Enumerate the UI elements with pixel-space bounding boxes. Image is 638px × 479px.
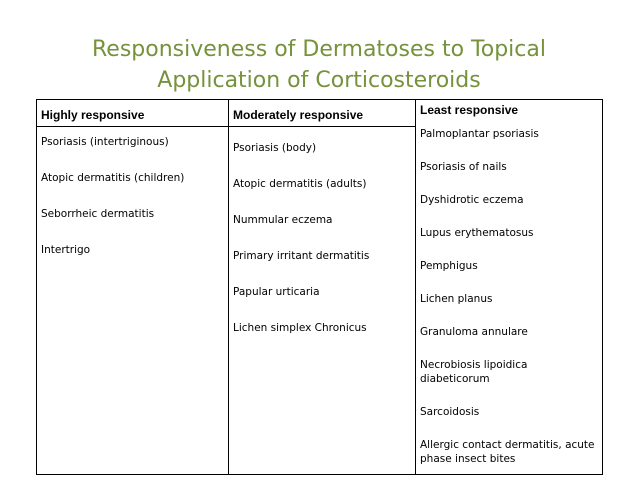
list-item: Psoriasis (intertriginous) [41,136,169,148]
list-item: Psoriasis of nails [420,160,507,173]
list-item: Seborrheic dermatitis [41,208,155,220]
list-item: Atopic dermatitis (adults) [233,178,367,190]
list-item: Papular urticaria [233,286,320,298]
table-row [37,127,603,475]
list-item: Atopic dermatitis (children) [41,172,185,184]
table-header-row [37,100,603,127]
list-item: Allergic contact dermatitis, acute phase insect bites [420,438,595,465]
list-item: Dyshidrotic eczema [420,193,524,206]
list-item: Necrobiosis lipoidica diabeticorum [420,358,528,385]
condition-list [416,127,602,474]
list-item: Palmoplantar psoriasis [420,127,539,140]
list-item: Lichen simplex Chronicus [233,322,367,334]
list-item: Primary irritant dermatitis [233,250,370,262]
list-item: Lichen planus [420,292,493,305]
list-item: Sarcoidosis [420,405,480,418]
list-item: Lupus erythematosus [420,226,534,239]
column-highly-responsive [37,127,229,475]
column-header-label: Highly responsive [41,108,145,122]
list-item: Psoriasis (body) [233,142,317,154]
column-header-least-responsive [416,100,603,127]
list-item: Granuloma annulare [420,325,528,338]
column-header-highly-responsive [37,100,229,127]
page-title [0,34,638,96]
column-header-label: Least responsive [420,103,519,117]
page-title-line-1: Responsiveness of Dermatoses to Topical [92,37,546,62]
list-item: Nummular eczema [233,214,333,226]
page-title-line-2: Application of Corticosteroids [157,68,481,93]
responsiveness-table [36,99,603,475]
list-item: Intertrigo [41,244,91,256]
list-item: Pemphigus [420,259,478,272]
column-header-label: Moderately responsive [233,108,364,122]
column-least-responsive [416,127,603,475]
column-moderately-responsive [229,127,416,475]
column-header-moderately-responsive [229,100,416,127]
condition-list [37,127,228,265]
condition-list [229,127,415,343]
